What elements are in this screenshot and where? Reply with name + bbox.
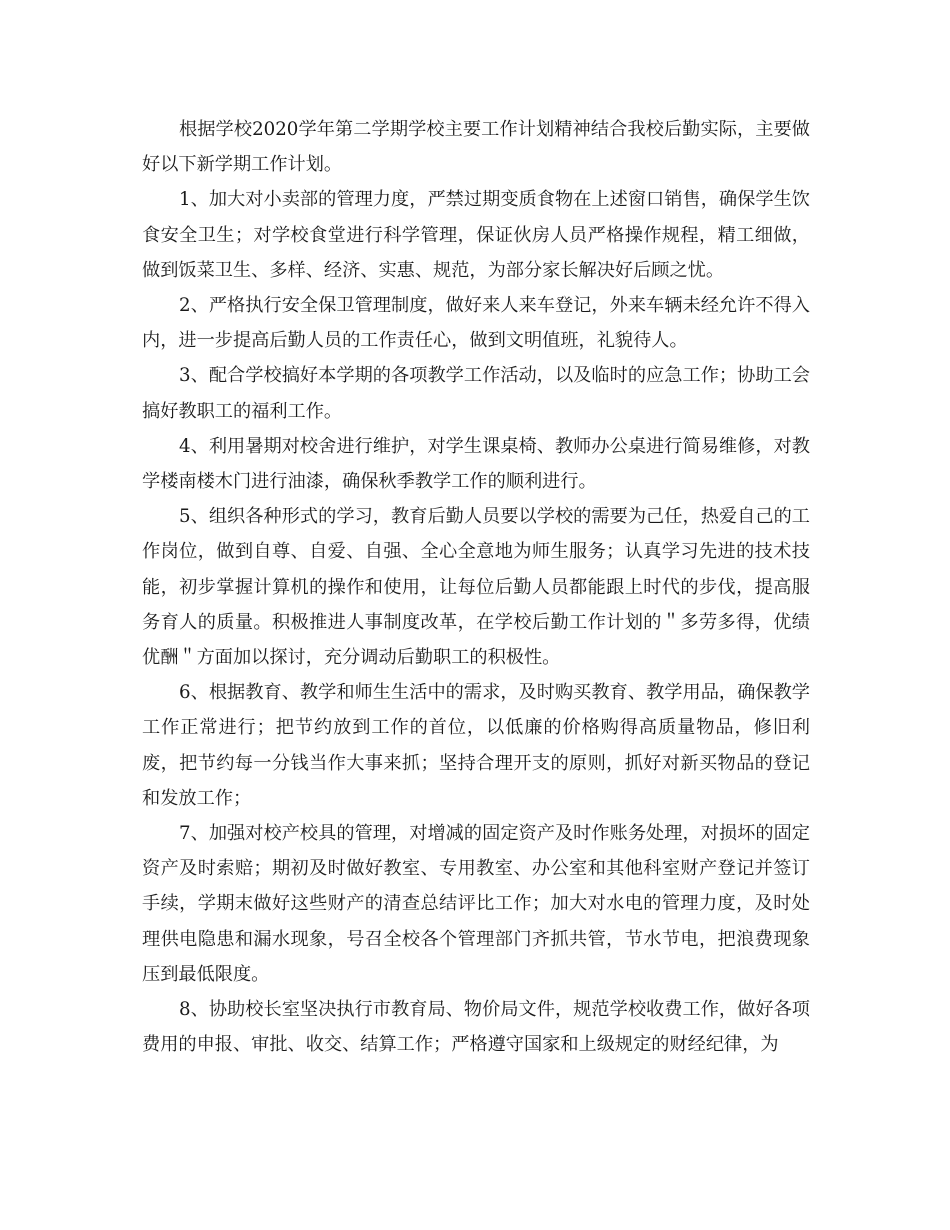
paragraph-item-3: 3、配合学校搞好本学期的各项教学工作活动，以及临时的应急工作；协助工会搞好教职工的福利工作。 — [142, 365, 810, 422]
paragraph-item-1: 1、加大对小卖部的管理力度，严禁过期变质食物在上述窗口销售，确保学生饮食安全卫生；对学校食堂进行科学管理，保证伙房人员严格操作规程，精工细做，做到饭菜卫生、多样、经济、实惠、规范，为部分家长解决好后顾之忧。 — [142, 189, 810, 281]
paragraph-item-8: 8、协助校长室坚决执行市教育局、物价局文件，规范学校收费工作，做好各项费用的申报、审批、收交、结算工作；严格遵守国家和上级规定的财经纪律，为 — [142, 999, 810, 1056]
paragraph-item-5: 5、组织各种形式的学习，教育后勤人员要以学校的需要为己任，热爱自己的工作岗位，做到自尊、自爱、自强、全心全意地为师生服务；认真学习先进的技术技能，初步掌握计算机的操作和使用，让每位后勤人员都能跟上时代的步伐，提高服务育人的质量。积极推进人事制度改革，在学校后勤工作计划的＂多劳多得，优绩优酬＂方面加以探讨，充分调动后勤职工的积极性。 — [142, 506, 810, 669]
paragraph-item-6: 6、根据教育、教学和师生生活中的需求，及时购买教育、教学用品，确保教学工作正常进行；把节约放到工作的首位，以低廉的价格购得高质量物品，修旧利废，把节约每一分钱当作大事来抓；坚持合理开支的原则，抓好对新买物品的登记和发放工作； — [142, 682, 810, 809]
intro-paragraph: 根据学校2020学年第二学期学校主要工作计划精神结合我校后勤实际，主要做好以下新学期工作计划。 — [142, 119, 810, 176]
paragraph-item-2: 2、严格执行安全保卫管理制度，做好来人来车登记，外来车辆未经允许不得入内，进一步提高后勤人员的工作责任心，做到文明值班，礼貌待人。 — [142, 295, 810, 352]
paragraph-item-7: 7、加强对校产校具的管理，对增减的固定资产及时作账务处理，对损坏的固定资产及时索赔；期初及时做好教室、专用教室、办公室和其他科室财产登记并签订手续，学期末做好这些财产的清查总结评比工作；加大对水电的管理力度，及时处理供电隐患和漏水现象，号召全校各个管理部门齐抓共管，节水节电，把浪费现象压到最低限度。 — [142, 823, 810, 985]
document-body — [142, 112, 810, 1062]
paragraph-item-4: 4、利用暑期对校舍进行维护，对学生课桌椅、教师办公桌进行简易维修，对教学楼南楼木门进行油漆，确保秋季教学工作的顺利进行。 — [142, 435, 810, 493]
